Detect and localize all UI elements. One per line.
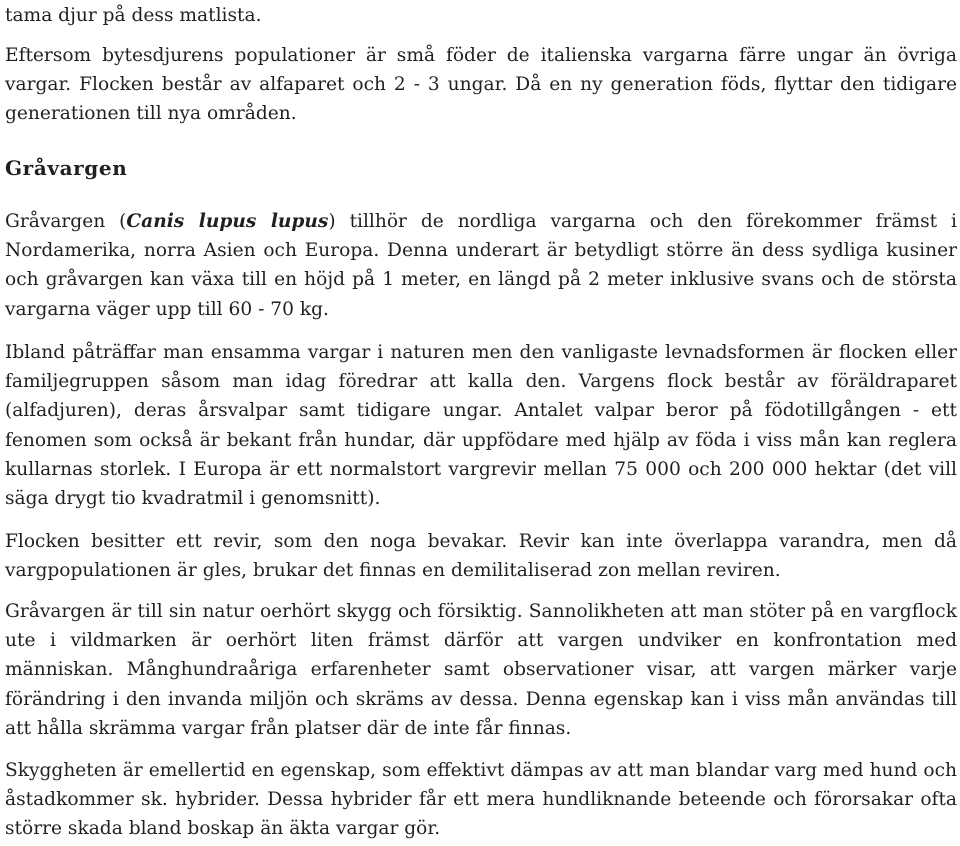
paragraph-revir: Flocken besitter ett revir, som den noga bevakar. Revir kan inte överlappa varandra, men då vargpopulationen är gles, brukar det finnas en demilitaliserad zon mellan reviren. [5, 531, 957, 582]
paragraph-bytesdjur: Eftersom bytesdjurens populationer är små föder de italienska vargarna färre ungar än övriga vargar. Flocken består av alfaparet och 2 - 3 ungar. Då en ny generation föds, flyttar den tidigare generationen till nya områden. [5, 45, 957, 125]
section-heading: Gråvargen [5, 156, 128, 180]
paragraph-text: ) tillhör de nordliga vargarna och den förekommer främst i Nordamerika, norra Asien och Europa. Denna underart är betydligt större än dess sydliga kusiner och gråvargen kan växa till en höjd på 1 meter, en längd på 2 meter inklusive svans och de största vargarna väger upp till 60 - 70 kg. [5, 211, 957, 320]
paragraph-gravargen-intro [5, 207, 957, 324]
latin-name: Canis lupus lupus [126, 211, 329, 232]
paragraph-skygghet: Gråvargen är till sin natur oerhört skygg och försiktig. Sannolikheten att man stöter på en vargflock ute i vildmarken är oerhört liten främst därför att vargen undviker en konfrontation med människan. Månghundraåriga erfarenheter samt observationer visar, att vargen märker varje förändring i den invanda miljön och skräms av dessa. Denna egenskap kan i viss mån användas till att hålla skrämma vargar från platser där de inte får finnas. [5, 601, 957, 739]
paragraph-hybrider: Skyggheten är emellertid en egenskap, som effektivt dämpas av att man blandar varg med hund och åstadkommer sk. hybrider. Dessa hybrider får ett mera hundliknande beteende och förorsakar ofta större skada bland boskap än äkta vargar gör. [5, 760, 957, 840]
intro-fragment: tama djur på dess matlista. [5, 5, 262, 26]
paragraph-text: Gråvargen ( [5, 211, 127, 232]
paragraph-flock: Ibland påträffar man ensamma vargar i naturen men den vanligaste levnadsformen är flocken eller familjegruppen såsom man idag föredrar att kalla den. Vargens flock består av föräldraparet (alfadjuren), deras årsvalpar samt tidigare ungar. Antalet valpar beror på födotillgången - ett fenomen som också är bekant från hundar, där uppfödare med hjälp av föda i viss mån kan reglera kullarnas storlek. I Europa är ett normalstort vargrevir mellan 75 000 och 200 000 hektar (det vill säga drygt tio kvadratmil i genomsnitt). [5, 342, 957, 510]
